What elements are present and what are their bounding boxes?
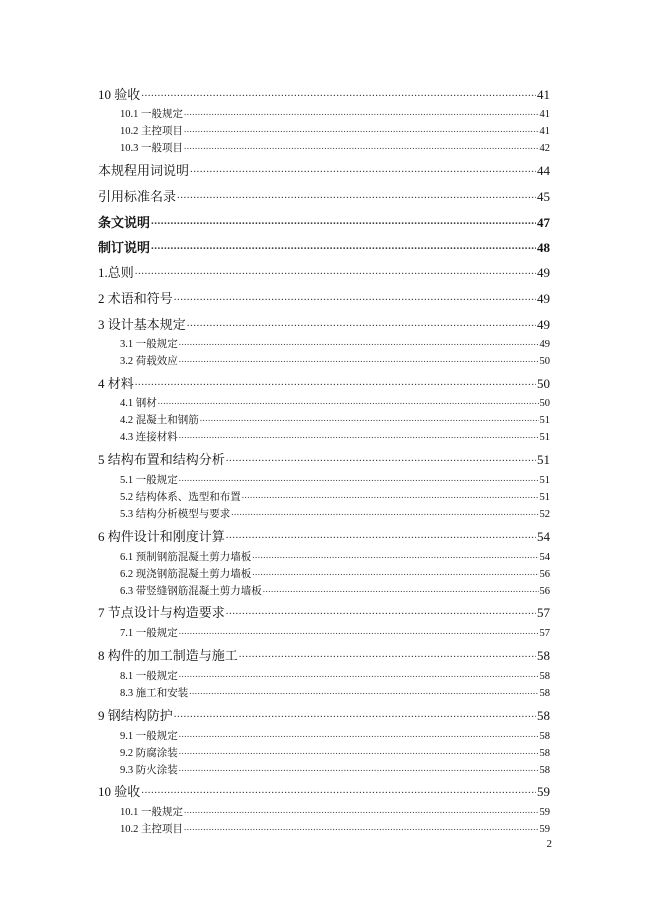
dot-leader <box>239 647 536 660</box>
toc-entry-page-number: 57 <box>539 628 550 639</box>
dot-leader <box>184 107 539 118</box>
toc-entry-label: 10.1 一般规定 <box>120 109 183 120</box>
toc-entry-label: 5 结构布置和结构分析 <box>98 452 225 467</box>
toc-entry-label: 3.2 荷载效应 <box>120 356 178 367</box>
toc-section-entry[interactable] <box>120 412 550 427</box>
toc-chapter-entry[interactable] <box>98 212 550 231</box>
dot-leader <box>263 584 539 595</box>
toc-entry-label: 5.1 一般规定 <box>120 475 178 486</box>
toc-section-entry[interactable] <box>120 336 550 351</box>
toc-entry-label: 6.1 预制钢筋混凝土剪力墙板 <box>120 552 252 563</box>
toc-section-entry[interactable] <box>120 140 550 155</box>
dot-leader <box>179 763 539 774</box>
toc-entry-page-number: 49 <box>537 265 550 280</box>
toc-entry-label: 1.总则 <box>98 265 134 280</box>
toc-entry-label: 2 术语和符号 <box>98 291 173 306</box>
dot-leader <box>179 354 539 365</box>
toc-chapter-entry[interactable] <box>98 186 550 205</box>
dot-leader <box>135 375 536 388</box>
toc-entry-page-number: 59 <box>537 784 550 799</box>
toc-entry-label: 10 验收 <box>98 87 141 102</box>
page-number: 2 <box>546 838 552 850</box>
toc-entry-page-number: 41 <box>539 109 550 120</box>
dot-leader <box>177 188 536 201</box>
toc-entry-page-number: 50 <box>539 398 550 409</box>
toc-entry-page-number: 58 <box>539 765 550 776</box>
toc-section-entry[interactable] <box>120 489 550 504</box>
toc-entry-label: 4.3 连接材料 <box>120 432 178 443</box>
toc-entry-page-number: 41 <box>539 126 550 137</box>
toc-chapter-entry[interactable] <box>98 645 550 664</box>
toc-entry-page-number: 45 <box>537 189 550 204</box>
toc-entry-page-number: 51 <box>539 432 550 443</box>
toc-entry-page-number: 59 <box>539 807 550 818</box>
dot-leader <box>151 239 536 252</box>
toc-chapter-entry[interactable] <box>98 705 550 724</box>
toc-entry-label: 7.1 一般规定 <box>120 628 178 639</box>
toc-section-entry[interactable] <box>120 625 550 640</box>
toc-entry-page-number: 58 <box>539 671 550 682</box>
toc-entry-label: 10.2 主控项目 <box>120 126 183 137</box>
toc-entry-page-number: 51 <box>539 492 550 503</box>
dot-leader <box>184 822 539 833</box>
dot-leader <box>174 290 536 303</box>
toc-section-entry[interactable] <box>120 804 550 819</box>
dot-leader <box>141 783 536 796</box>
toc-section-entry[interactable] <box>120 395 550 410</box>
toc-entry-label: 9.2 防腐涂装 <box>120 748 178 759</box>
toc-chapter-entry[interactable] <box>98 160 550 179</box>
toc-entry-page-number: 49 <box>537 291 550 306</box>
dot-leader <box>158 396 539 407</box>
dot-leader <box>231 507 538 518</box>
toc-entry-label: 10.3 一般项目 <box>120 143 183 154</box>
toc-entry-label: 8 构件的加工制造与施工 <box>98 648 238 663</box>
toc-entry-label: 10.1 一般规定 <box>120 807 183 818</box>
toc-entry-label: 7 节点设计与构造要求 <box>98 605 225 620</box>
toc-chapter-entry[interactable] <box>98 373 550 392</box>
dot-leader <box>179 473 539 484</box>
dot-leader <box>141 86 536 99</box>
dot-leader <box>189 686 538 697</box>
toc-entry-label: 9 钢结构防护 <box>98 708 173 723</box>
toc-chapter-entry[interactable] <box>98 288 550 307</box>
toc-entry-page-number: 51 <box>537 452 550 467</box>
toc-chapter-entry[interactable] <box>98 84 550 103</box>
dot-leader <box>226 451 536 464</box>
toc-entry-page-number: 50 <box>537 376 550 391</box>
dot-leader <box>190 162 536 175</box>
dot-leader <box>179 337 539 348</box>
toc-chapter-entry[interactable] <box>98 449 550 468</box>
toc-entry-label: 制订说明 <box>98 240 151 255</box>
dot-leader <box>187 316 536 329</box>
dot-leader <box>174 707 536 720</box>
toc-entry-page-number: 57 <box>537 605 550 620</box>
toc-section-entry[interactable] <box>120 668 550 683</box>
toc-entry-page-number: 44 <box>537 163 550 178</box>
dot-leader <box>184 124 539 135</box>
toc-entry-page-number: 58 <box>539 731 550 742</box>
toc-section-entry[interactable] <box>120 745 550 760</box>
toc-section-entry[interactable] <box>120 566 550 581</box>
toc-entry-label: 3 设计基本规定 <box>98 317 186 332</box>
dot-leader <box>242 490 539 501</box>
toc-chapter-entry[interactable] <box>98 526 550 545</box>
dot-leader <box>184 805 539 816</box>
toc-entry-label: 10 验收 <box>98 784 141 799</box>
toc-entry-page-number: 58 <box>539 688 550 699</box>
toc-entry-label: 6 构件设计和刚度计算 <box>98 529 225 544</box>
toc-section-entry[interactable] <box>120 472 550 487</box>
dot-leader <box>252 567 538 578</box>
toc-entry-label: 4 材料 <box>98 376 134 391</box>
toc-entry-label: 6.3 带竖缝钢筋混凝土剪力墙板 <box>120 586 262 597</box>
toc-entry-label: 8.3 施工和安装 <box>120 688 189 699</box>
toc-entry-label: 条文说明 <box>98 215 151 230</box>
toc-section-entry[interactable] <box>120 123 550 138</box>
toc-entry-page-number: 52 <box>539 509 550 520</box>
toc-entry-label: 本规程用词说明 <box>98 163 190 178</box>
dot-leader <box>179 746 539 757</box>
toc-entry-label: 10.2 主控项目 <box>120 824 183 835</box>
toc-entry-page-number: 49 <box>537 317 550 332</box>
dot-leader <box>151 214 536 227</box>
dot-leader <box>226 528 536 541</box>
dot-leader <box>184 141 539 152</box>
toc-entry-page-number: 51 <box>539 415 550 426</box>
toc-entry-label: 4.1 钢材 <box>120 398 157 409</box>
toc-entry-page-number: 58 <box>537 708 550 723</box>
toc-entry-page-number: 51 <box>539 475 550 486</box>
toc-entry-page-number: 54 <box>537 529 550 544</box>
toc-entry-label: 3.1 一般规定 <box>120 339 178 350</box>
toc-entry-label: 9.3 防火涂装 <box>120 765 178 776</box>
toc-chapter-entry[interactable] <box>98 781 550 800</box>
toc-section-entry[interactable] <box>120 762 550 777</box>
toc-section-entry[interactable] <box>120 106 550 121</box>
dot-leader <box>226 604 536 617</box>
dot-leader <box>200 413 539 424</box>
toc-entry-page-number: 56 <box>539 569 550 580</box>
toc-entry-page-number: 50 <box>539 356 550 367</box>
dot-leader <box>252 550 538 561</box>
toc-entry-label: 8.1 一般规定 <box>120 671 178 682</box>
toc-entry-page-number: 54 <box>539 552 550 563</box>
toc-section-entry[interactable] <box>120 685 550 700</box>
toc-entry-page-number: 41 <box>537 87 550 102</box>
toc-section-entry[interactable] <box>120 728 550 743</box>
toc-chapter-entry[interactable] <box>98 262 550 281</box>
toc-section-entry[interactable] <box>120 429 550 444</box>
toc-entry-page-number: 42 <box>539 143 550 154</box>
toc-entry-label: 4.2 混凝土和钢筋 <box>120 415 199 426</box>
toc-entry-label: 9.1 一般规定 <box>120 731 178 742</box>
toc-section-entry[interactable] <box>120 821 550 836</box>
dot-leader <box>179 729 539 740</box>
toc-entry-page-number: 58 <box>539 748 550 759</box>
toc-entry-page-number: 47 <box>537 215 550 230</box>
dot-leader <box>179 430 539 441</box>
toc-entry-label: 6.2 现浇钢筋混凝土剪力墙板 <box>120 569 252 580</box>
toc-entry-page-number: 58 <box>537 648 550 663</box>
dot-leader <box>179 626 539 637</box>
toc-section-entry[interactable] <box>120 583 550 598</box>
toc-section-entry[interactable] <box>120 506 550 521</box>
toc-entry-page-number: 59 <box>539 824 550 835</box>
dot-leader <box>179 669 539 680</box>
toc-section-entry[interactable] <box>120 353 550 368</box>
toc-entry-page-number: 49 <box>539 339 550 350</box>
dot-leader <box>135 264 536 277</box>
toc-chapter-entry[interactable] <box>98 237 550 256</box>
toc-chapter-entry[interactable] <box>98 314 550 333</box>
toc-chapter-entry[interactable] <box>98 602 550 621</box>
toc-entry-page-number: 56 <box>539 586 550 597</box>
toc-section-entry[interactable] <box>120 549 550 564</box>
toc-entry-label: 引用标准名录 <box>98 189 177 204</box>
toc-entry-label: 5.2 结构体系、选型和布置 <box>120 492 241 503</box>
toc-entry-page-number: 48 <box>537 240 550 255</box>
toc-entry-label: 5.3 结构分析模型与要求 <box>120 509 231 520</box>
